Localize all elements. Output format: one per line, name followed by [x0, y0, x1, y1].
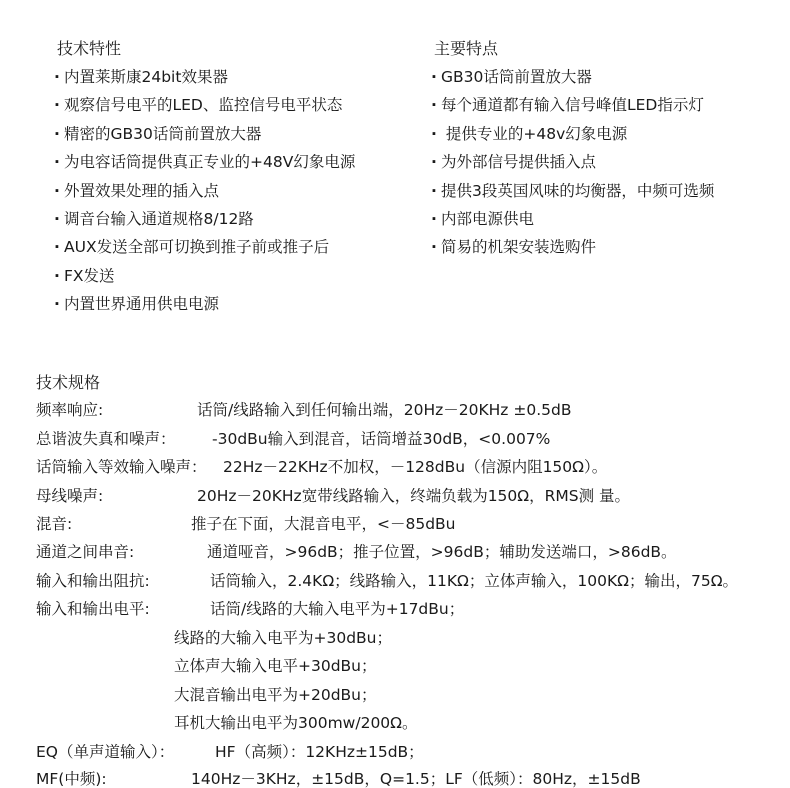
spec-value: 推子在下面，大混音电平，<－85dBu — [191, 515, 456, 533]
spec-label: 母线噪声: — [36, 487, 104, 505]
spec-continuation: 大混音输出电平为+20dBu； — [174, 686, 377, 704]
spec-label: 通道之间串音: — [36, 543, 135, 561]
right-feature-item: · 提供3段英国风味的均衡器，中频可选频 — [427, 184, 714, 200]
spec-value: HF（高频）：12KHz±15dB； — [215, 743, 424, 761]
spec-label: 话筒输入等效输入噪声： — [36, 458, 207, 476]
spec-label: 输入和输出阻抗: — [36, 572, 150, 590]
spec-value: -30dBu输入到混音，话筒增益30dB，<0.007% — [212, 430, 551, 448]
specs-title: 技术规格 — [36, 373, 101, 392]
right-feature-item: · GB30话筒前置放大器 — [427, 70, 592, 86]
right-feature-item: · 为外部信号提供插入点 — [427, 155, 596, 171]
right-feature-item: · 提供专业的+48v幻象电源 — [427, 127, 627, 143]
spec-value: 通道哑音，>96dB；推子位置，>96dB；辅助发送端口，>86dB。 — [207, 543, 677, 561]
spec-label: 混音: — [36, 515, 73, 533]
left-feature-item: · 内置世界通用供电电源 — [50, 297, 219, 313]
spec-continuation: 耳机大输出电平为300mw/200Ω。 — [174, 714, 418, 732]
left-feature-item: · 为电容话筒提供真正专业的+48V幻象电源 — [50, 155, 355, 171]
left-feature-item: · 观察信号电平的LED、监控信号电平状态 — [50, 98, 342, 114]
spec-label: 输入和输出电平: — [36, 600, 150, 618]
left-feature-item: · 外置效果处理的插入点 — [50, 184, 219, 200]
spec-value: 20Hz－20KHz宽带线路输入，终端负载为150Ω，RMS测 量。 — [197, 487, 631, 505]
spec-label: 总谐波失真和噪声： — [36, 430, 176, 448]
spec-value: 话筒/线路输入到任何输出端，20Hz－20KHz ±0.5dB — [197, 401, 572, 419]
left-feature-item: · 调音台输入通道规格8/12路 — [50, 212, 254, 228]
spec-value: 话筒/线路的大输入电平为+17dBu； — [210, 600, 465, 618]
left-feature-item: · 精密的GB30话筒前置放大器 — [50, 127, 261, 143]
left-column-title: 技术特性 — [57, 39, 122, 58]
right-column-title: 主要特点 — [434, 39, 499, 58]
left-feature-item: · 内置莱斯康24bit效果器 — [50, 70, 228, 86]
spec-label: MF(中频): — [36, 770, 107, 788]
right-feature-item: · 简易的机架安装选购件 — [427, 240, 596, 256]
spec-value: 140Hz－3KHz，±15dB，Q=1.5；LF（低频）：80Hz，±15dB — [191, 770, 641, 788]
spec-value: 22Hz－22KHz不加权，－128dBu（信源内阻150Ω）。 — [223, 458, 608, 476]
left-feature-item: · AUX发送全部可切换到推子前或推子后 — [50, 240, 329, 256]
spec-value: 话筒输入，2.4KΩ；线路输入，11KΩ；立体声输入，100KΩ；输出，75Ω。 — [210, 572, 739, 590]
spec-label: 频率响应: — [36, 401, 104, 419]
right-feature-item: · 每个通道都有输入信号峰值LED指示灯 — [427, 98, 704, 114]
right-feature-item: · 内部电源供电 — [427, 212, 534, 228]
left-feature-item: · FX发送 — [50, 269, 115, 285]
spec-label: EQ（单声道输入）： — [36, 743, 175, 761]
spec-continuation: 线路的大输入电平为+30dBu； — [174, 629, 393, 647]
spec-continuation: 立体声大输入电平+30dBu； — [174, 657, 377, 675]
